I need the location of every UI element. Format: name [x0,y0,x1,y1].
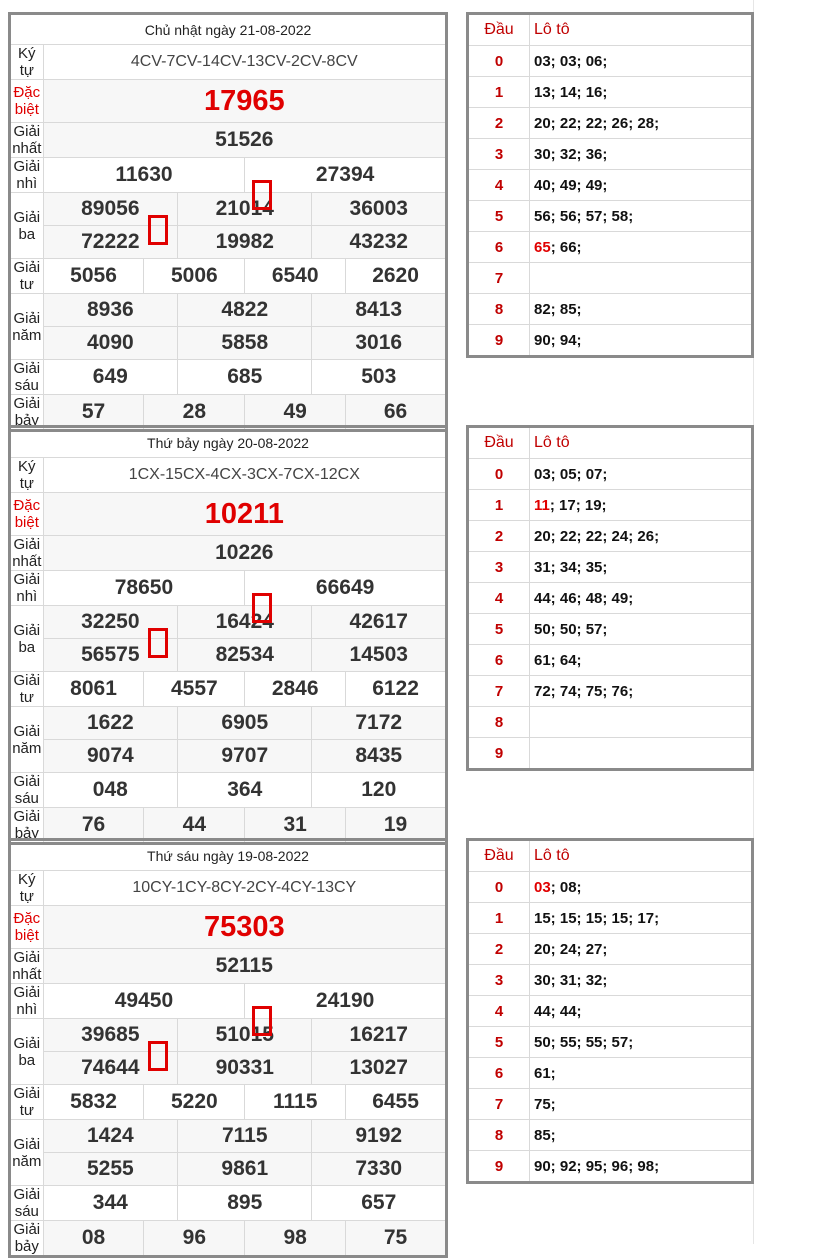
loto-row [468,552,753,583]
giai-nhat-label: Giải nhất [10,536,44,571]
loto-header: Lô tô [530,840,753,872]
loto-numbers [530,1027,753,1058]
giai-bay-value: 31 [245,808,346,844]
highlight-box [148,1041,168,1071]
dau-digit: 6 [468,645,530,676]
ky-tu-value: 1CX-15CX-4CX-3CX-7CX-12CX [43,458,446,493]
giai-nhi-label: Giải nhì [10,571,44,606]
loto-number-list: 50; 55; 55; 57; [534,1033,634,1051]
giai-bay-value: 75 [346,1221,447,1257]
loto-table [466,12,754,358]
loto-number-list: 20; 24; 27; [534,940,608,958]
giai-bay-label: Giải bảy [10,395,44,431]
dau-digit: 3 [468,965,530,996]
loto-special-number: 03 [534,878,551,896]
loto-numbers [530,1120,753,1151]
loto-row [468,583,753,614]
loto-number-list: 90; 92; 95; 96; 98; [534,1157,660,1175]
giai-nam-value: 9192 [312,1120,447,1153]
loto-numbers [530,903,753,934]
giai-nhi-value: 78650 [43,571,245,606]
dau-digit: 5 [468,201,530,232]
loto-number-list: 72; 74; 75; 76; [534,682,634,700]
giai-nhat-value: 51526 [43,123,446,158]
loto-number-list: ; 66; [550,238,582,256]
loto-numbers [530,77,753,108]
highlight-box [252,180,272,210]
ky-tu-label: Ký tự [10,458,44,493]
giai-ba-value: 32250 [43,606,177,639]
loto-table [466,425,754,771]
loto-row [468,294,753,325]
day-result-block [0,413,819,842]
loto-special-number: 11 [534,496,550,514]
loto-numbers [530,201,753,232]
dau-digit: 0 [468,872,530,903]
dau-digit: 5 [468,614,530,645]
dau-digit: 4 [468,170,530,201]
giai-nhi-value: 66649 [245,571,447,606]
loto-row [468,707,753,738]
loto-numbers [530,325,753,357]
dau-digit: 0 [468,46,530,77]
giai-nam-value: 7115 [178,1120,312,1153]
loto-number-list: 15; 15; 15; 15; 17; [534,909,660,927]
giai-nam-value: 6905 [178,707,312,740]
dau-digit: 6 [468,1058,530,1089]
giai-tu-value: 5220 [144,1085,245,1120]
dau-digit: 3 [468,139,530,170]
dac-biet-label: Đặc biệt [10,80,44,123]
giai-sau-value: 364 [178,773,312,808]
giai-sau-value: 895 [178,1186,312,1221]
loto-row [468,325,753,357]
loto-number-list: 61; [534,1064,556,1082]
loto-row [468,645,753,676]
giai-ba-value: 16424 [178,606,312,639]
giai-sau-value: 657 [312,1186,447,1221]
loto-numbers [530,139,753,170]
giai-nam-value: 5255 [43,1153,177,1186]
loto-number-list: 31; 34; 35; [534,558,608,576]
loto-row [468,170,753,201]
loto-numbers [530,46,753,77]
loto-number-list: 20; 22; 22; 26; 28; [534,114,660,132]
dau-digit: 5 [468,1027,530,1058]
loto-table [466,838,754,1184]
dau-digit: 7 [468,1089,530,1120]
loto-numbers [530,1151,753,1183]
giai-nhat-label: Giải nhất [10,123,44,158]
highlight-box [148,628,168,658]
loto-numbers [530,1089,753,1120]
loto-numbers [530,170,753,201]
loto-row [468,459,753,490]
giai-nam-value: 5858 [178,327,312,360]
dau-digit: 1 [468,77,530,108]
dau-digit: 2 [468,521,530,552]
giai-bay-label: Giải bảy [10,808,44,844]
giai-nam-value: 4822 [178,294,312,327]
giai-tu-label: Giải tư [10,672,44,707]
loto-numbers [530,521,753,552]
giai-bay-value: 98 [245,1221,346,1257]
loto-number-list: 82; 85; [534,300,582,318]
giai-nam-value: 9707 [178,740,312,773]
giai-ba-value: 39685 [43,1019,177,1052]
giai-nam-value: 3016 [312,327,447,360]
dac-biet-value: 75303 [43,906,446,949]
giai-nhi-value: 11630 [43,158,245,193]
giai-ba-value: 13027 [312,1052,447,1085]
dau-digit: 6 [468,232,530,263]
loto-number-list: 90; 94; [534,331,582,349]
loto-numbers [530,996,753,1027]
giai-tu-value: 1115 [245,1085,346,1120]
loto-numbers [530,108,753,139]
dau-digit: 9 [468,1151,530,1183]
loto-number-list: 03; 03; 06; [534,52,608,70]
giai-sau-value: 685 [178,360,312,395]
giai-ba-value: 82534 [178,639,312,672]
highlight-box [148,215,168,245]
loto-number-list: 75; [534,1095,556,1113]
loto-number-list: ; 17; 19; [549,496,607,514]
loto-numbers [530,738,753,770]
loto-number-list: 44; 44; [534,1002,582,1020]
giai-tu-value: 8061 [43,672,144,707]
loto-number-list: 50; 50; 57; [534,620,608,638]
dau-digit: 7 [468,676,530,707]
loto-numbers [530,676,753,707]
giai-tu-value: 2620 [346,259,447,294]
loto-numbers [530,263,753,294]
giai-ba-value: 19982 [178,226,312,259]
dau-digit: 3 [468,552,530,583]
giai-nam-value: 7330 [312,1153,447,1186]
giai-nam-value: 1622 [43,707,177,740]
dac-biet-label: Đặc biệt [10,906,44,949]
giai-ba-value: 72222 [43,226,177,259]
loto-number-list: 44; 46; 48; 49; [534,589,634,607]
loto-numbers [530,459,753,490]
loto-row [468,1027,753,1058]
giai-nam-label: Giải năm [10,1120,44,1186]
giai-tu-value: 5832 [43,1085,144,1120]
giai-sau-label: Giải sáu [10,360,44,395]
dau-digit: 8 [468,1120,530,1151]
giai-tu-label: Giải tư [10,1085,44,1120]
loto-row [468,46,753,77]
giai-nhi-value: 27394 [245,158,447,193]
giai-nam-value: 8413 [312,294,447,327]
giai-bay-value: 44 [144,808,245,844]
giai-tu-value: 5056 [43,259,144,294]
giai-ba-label: Giải ba [10,193,44,259]
giai-ba-value: 43232 [312,226,447,259]
loto-row [468,139,753,170]
loto-row [468,263,753,294]
loto-row [468,77,753,108]
highlight-box [252,593,272,623]
prize-table [8,425,448,845]
giai-sau-value: 344 [43,1186,177,1221]
ky-tu-value: 10CY-1CY-8CY-2CY-4CY-13CY [43,871,446,906]
loto-number-list: 30; 31; 32; [534,971,608,989]
giai-ba-label: Giải ba [10,606,44,672]
draw-date-title: Thứ sáu ngày 19-08-2022 [10,840,447,871]
loto-row [468,872,753,903]
loto-header: Lô tô [530,14,753,46]
loto-row [468,201,753,232]
giai-ba-value: 14503 [312,639,447,672]
ky-tu-value: 4CV-7CV-14CV-13CV-2CV-8CV [43,45,446,80]
giai-tu-value: 6455 [346,1085,447,1120]
giai-bay-value: 49 [245,395,346,431]
loto-numbers [530,1058,753,1089]
loto-number-list: 03; 05; 07; [534,465,608,483]
loto-row [468,521,753,552]
loto-row [468,232,753,263]
loto-row [468,1089,753,1120]
dau-digit: 1 [468,903,530,934]
giai-tu-value: 5006 [144,259,245,294]
loto-row [468,1151,753,1183]
giai-ba-value: 89056 [43,193,177,226]
giai-ba-value: 90331 [178,1052,312,1085]
dau-header: Đầu [468,14,530,46]
giai-nhi-label: Giải nhì [10,158,44,193]
loto-row [468,903,753,934]
loto-number-list: 30; 32; 36; [534,145,608,163]
giai-tu-label: Giải tư [10,259,44,294]
draw-date-title: Chủ nhật ngày 21-08-2022 [10,14,447,45]
loto-number-list: 61; 64; [534,651,582,669]
dau-header: Đầu [468,427,530,459]
giai-nam-value: 1424 [43,1120,177,1153]
loto-numbers [530,614,753,645]
giai-ba-value: 51015 [178,1019,312,1052]
giai-bay-value: 96 [144,1221,245,1257]
giai-nhi-value: 24190 [245,984,447,1019]
dac-biet-value: 10211 [43,493,446,536]
dau-digit: 9 [468,325,530,357]
dau-digit: 9 [468,738,530,770]
loto-row [468,965,753,996]
ky-tu-label: Ký tự [10,871,44,906]
dau-digit: 7 [468,263,530,294]
dau-digit: 4 [468,996,530,1027]
loto-numbers [530,552,753,583]
giai-nam-value: 9861 [178,1153,312,1186]
giai-ba-value: 42617 [312,606,447,639]
giai-nhi-value: 49450 [43,984,245,1019]
loto-numbers [530,934,753,965]
loto-numbers [530,872,753,903]
giai-nam-value: 8435 [312,740,447,773]
loto-number-list: 85; [534,1126,556,1144]
giai-ba-value: 56575 [43,639,177,672]
loto-row [468,996,753,1027]
loto-row [468,1058,753,1089]
giai-tu-value: 6540 [245,259,346,294]
day-result-block [0,0,819,429]
dau-digit: 1 [468,490,530,521]
giai-nam-value: 8936 [43,294,177,327]
giai-nhat-label: Giải nhất [10,949,44,984]
giai-bay-value: 08 [43,1221,144,1257]
giai-bay-value: 66 [346,395,447,431]
loto-row [468,1120,753,1151]
giai-nhat-value: 10226 [43,536,446,571]
ky-tu-label: Ký tự [10,45,44,80]
loto-number-list: 13; 14; 16; [534,83,608,101]
dau-digit: 8 [468,707,530,738]
giai-bay-label: Giải bảy [10,1221,44,1257]
giai-nhat-value: 52115 [43,949,446,984]
loto-row [468,676,753,707]
dau-digit: 0 [468,459,530,490]
loto-numbers [530,490,753,521]
giai-sau-label: Giải sáu [10,1186,44,1221]
loto-row [468,738,753,770]
loto-numbers [530,583,753,614]
loto-row [468,614,753,645]
loto-numbers [530,965,753,996]
giai-sau-value: 649 [43,360,177,395]
loto-row [468,108,753,139]
giai-nam-value: 7172 [312,707,447,740]
dau-digit: 2 [468,108,530,139]
dac-biet-value: 17965 [43,80,446,123]
loto-numbers [530,232,753,263]
dau-header: Đầu [468,840,530,872]
loto-row [468,490,753,521]
loto-number-list: 56; 56; 57; 58; [534,207,634,225]
loto-numbers [530,645,753,676]
giai-ba-label: Giải ba [10,1019,44,1085]
giai-ba-value: 21014 [178,193,312,226]
highlight-box [252,1006,272,1036]
giai-sau-label: Giải sáu [10,773,44,808]
loto-special-number: 65 [534,238,551,256]
giai-sau-value: 120 [312,773,447,808]
giai-ba-value: 16217 [312,1019,447,1052]
dau-digit: 8 [468,294,530,325]
giai-nhi-label: Giải nhì [10,984,44,1019]
giai-sau-value: 503 [312,360,447,395]
giai-nam-label: Giải năm [10,294,44,360]
giai-tu-value: 6122 [346,672,447,707]
giai-bay-value: 57 [43,395,144,431]
giai-nam-value: 4090 [43,327,177,360]
giai-nam-label: Giải năm [10,707,44,773]
giai-bay-value: 76 [43,808,144,844]
prize-table [8,838,448,1258]
loto-number-list: 20; 22; 22; 24; 26; [534,527,660,545]
day-result-block [0,826,819,1255]
prize-table [8,12,448,432]
loto-row [468,934,753,965]
giai-nam-value: 9074 [43,740,177,773]
loto-number-list: ; 08; [550,878,582,896]
dau-digit: 2 [468,934,530,965]
giai-tu-value: 4557 [144,672,245,707]
dau-digit: 4 [468,583,530,614]
loto-numbers [530,294,753,325]
loto-header: Lô tô [530,427,753,459]
loto-numbers [530,707,753,738]
draw-date-title: Thứ bảy ngày 20-08-2022 [10,427,447,458]
giai-sau-value: 048 [43,773,177,808]
giai-ba-value: 36003 [312,193,447,226]
dac-biet-label: Đặc biệt [10,493,44,536]
loto-number-list: 40; 49; 49; [534,176,608,194]
giai-ba-value: 74644 [43,1052,177,1085]
giai-bay-value: 28 [144,395,245,431]
giai-tu-value: 2846 [245,672,346,707]
giai-bay-value: 19 [346,808,447,844]
